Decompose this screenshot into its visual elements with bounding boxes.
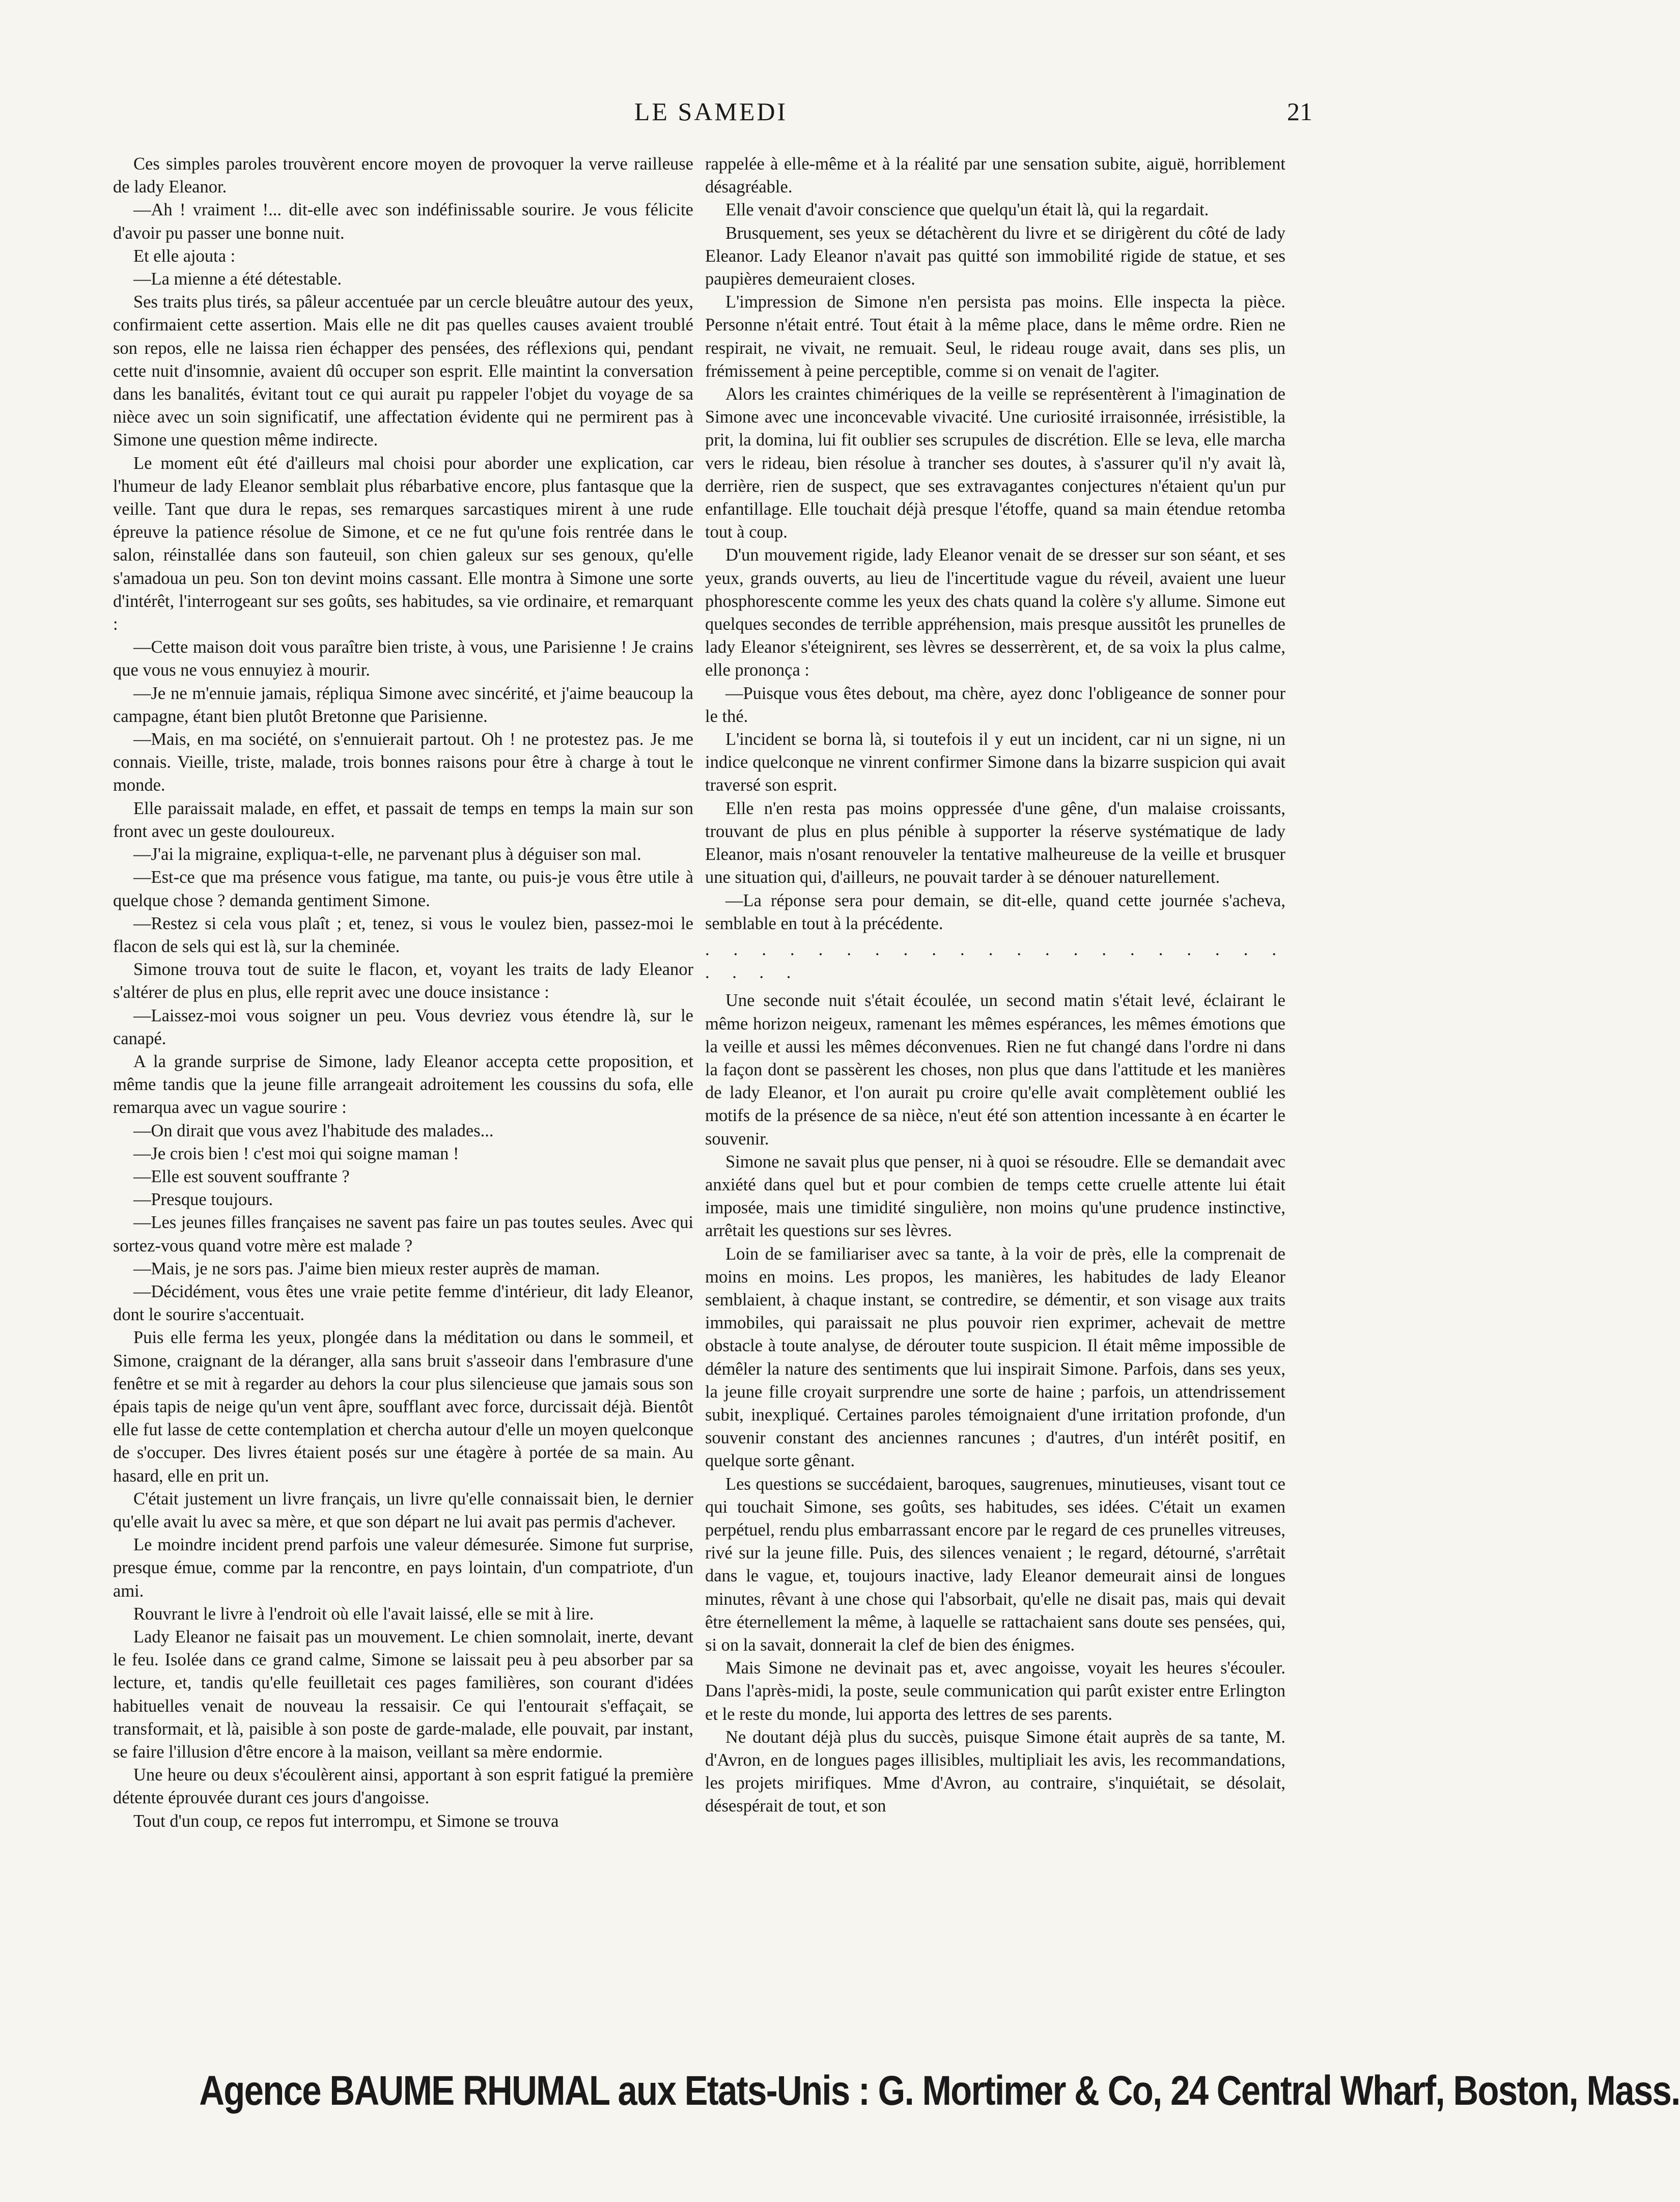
paragraph: —Restez si cela vous plaît ; et, tenez, si vous le voulez bien, passez-moi le flacon de sels qui est là, sur la cheminée. xyxy=(113,913,693,956)
right-column xyxy=(705,153,1285,2037)
section-separator: . . . . . . . . . . . . . . . . . . . . . . . . . xyxy=(705,939,1285,983)
paragraph: —Ah ! vraiment !... dit-elle avec son indéfinissable sourire. Je vous félicite d'avoir pu passer une bonne nuit. xyxy=(113,200,693,243)
paragraph: —Puisque vous êtes debout, ma chère, ayez donc l'obligeance de sonner pour le thé. xyxy=(705,683,1285,726)
paragraph: A la grande surprise de Simone, lady Eleanor accepta cette proposition, et même tandis que la jeune fille arrangeait adroitement les coussins du sofa, elle remarqua avec un vague sourire : xyxy=(113,1051,693,1118)
paragraph: D'un mouvement rigide, lady Eleanor venait de se dresser sur son séant, et ses yeux, grands ouverts, au lieu de l'incertitude vague du réveil, avaient une lueur phosphorescente comme les yeux des chats quand la colère s'y allume. Simone eut quelques secondes de terrible appréhension, mais presque aussitôt les prunelles de lady Eleanor s'éteignirent, ses lèvres se desserrèrent, et, de sa voix la plus calme, elle prononça : xyxy=(705,545,1285,680)
continued-paragraph: rappelée à elle-même et à la réalité par une sensation subite, aiguë, horriblement désagréable. xyxy=(705,154,1285,197)
running-title: LE SAMEDI xyxy=(634,97,788,126)
paragraph: Et elle ajouta : xyxy=(133,246,236,266)
paragraph: Alors les craintes chimériques de la veille se représentèrent à l'imagination de Simone avec une inconcevable vivacité. Une curiosité irraisonnée, irrésistible, la prit, la domina, lui fit oublier ses scrupules de discrétion. Elle se leva, elle marcha vers le rideau, bien résolue à trancher ses doutes, à s'assurer qu'il n'y avait là, derrière, rien de suspect, que ses extravagantes conjectures n'étaient qu'un pur enfantillage. Elle touchait déjà presque l'étoffe, quand sa main étendue retomba tout à coup. xyxy=(705,384,1285,542)
paragraph: Elle venait d'avoir conscience que quelqu'un était là, qui la regardait. xyxy=(725,200,1209,220)
paragraph: Une heure ou deux s'écoulèrent ainsi, apportant à son esprit fatigué la première détente éprouvée durant ces jours d'angoisse. xyxy=(113,1765,693,1808)
paragraph: —Je ne m'ennuie jamais, répliqua Simone avec sincérité, et j'aime beaucoup la campagne, étant bien plutôt Bretonne que Parisienne. xyxy=(113,683,693,726)
paragraph: Le moment eût été d'ailleurs mal choisi pour aborder une explication, car l'humeur de lady Eleanor semblait plus rébarbative encore, plus fantasque que la veille. Tant que dura le repas, ses remarques sarcastiques mirent à une rude épreuve la patience résolue de Simone, et ce ne fut qu'une fois rentrée dans le salon, réinstallée dans son fauteuil, son chien galeux sur ses genoux, qu'elle s'amadoua un peu. Son ton devint moins cassant. Elle montra à Simone une sorte d'intérêt, l'interrogeant sur ses goûts, ses habitudes, sa vie ordinaire, et remarquant : xyxy=(113,453,693,634)
paragraph: Simone trouva tout de suite le flacon, et, voyant les traits de lady Eleanor s'altérer de plus en plus, elle reprit avec une douce insistance : xyxy=(113,960,693,1002)
paragraph: Ces simples paroles trouvèrent encore moyen de provoquer la verve railleuse de lady Eleanor. xyxy=(113,154,693,197)
paragraph: —On dirait que vous avez l'habitude des malades... xyxy=(133,1121,494,1140)
paragraph: —Je crois bien ! c'est moi qui soigne maman ! xyxy=(133,1144,459,1163)
paragraph: Ses traits plus tirés, sa pâleur accentuée par un cercle bleuâtre autour des yeux, confirmaient cette assertion. Mais elle ne dit pas quelles causes avaient troublé son repos, elle ne laissa rien échapper des pensées, des réflexions qui, pendant cette nuit d'insomnie, avaient dû occuper son esprit. Elle maintint la conversation dans les banalités, évitant tout ce qui aurait pu rappeler l'objet du voyage de sa nièce avec un soin significatif, une affectation évidente qui ne permirent pas à Simone une question même indirecte. xyxy=(113,292,693,450)
page-header xyxy=(0,97,1422,132)
page-number: 21 xyxy=(1287,97,1312,126)
paragraph: Les questions se succédaient, baroques, saugrenues, minutieuses, visant tout ce qui touchait Simone, ses goûts, ses habitudes, ses idées. C'était un examen perpétuel, rendu plus embarrassant encore par le regard de ces prunelles vitreuses, rivé sur la jeune fille. Puis, des silences venaient ; le regard, détourné, s'arrêtait dans le vague, et, toujours inactive, lady Eleanor demeurait ainsi de longues minutes, rêvant à une chose qui l'absorbait, qu'elle ne disait pas, mais qui devait être éternellement la même, à laquelle se rattachaient sans doute ses pensées, qui, si on la savait, donnerait la clef de bien des énigmes. xyxy=(705,1474,1285,1655)
right-column-part-two xyxy=(705,989,1285,1818)
paragraph: Elle n'en resta pas moins oppressée d'une gêne, d'un malaise croissants, trouvant de plus en plus pénible à supporter la réserve systématique de lady Eleanor, mais n'osant renouveler la tentative malheureuse de la veille et brusquer une situation qui, d'ailleurs, ne pouvait tarder à se dénouer naturellement. xyxy=(705,798,1285,887)
paragraph: —Mais, en ma société, on s'ennuierait partout. Oh ! ne protestez pas. Je me connais. Vieille, triste, malade, trois bonnes raisons pour être à charge à tout le monde. xyxy=(113,730,693,795)
paragraph: Mais Simone ne devinait pas et, avec angoisse, voyait les heures s'écouler. Dans l'après-midi, la poste, seule communication qui parût exister entre Erlington et le reste du monde, lui apporta des lettres de ses parents. xyxy=(705,1658,1285,1724)
paragraph: —J'ai la migraine, expliqua-t-elle, ne parvenant plus à déguiser son mal. xyxy=(133,845,641,865)
paragraph: Lady Eleanor ne faisait pas un mouvement. Le chien somnolait, inerte, devant le feu. Isolée dans ce grand calme, Simone se laissait peu à peu absorber par sa lecture, et, tandis qu'elle feuilletait ces pages familières, son courant d'idées habituelles venait de nouveau la ressaisir. Ce qui l'entourait s'effaçait, se transformait, et là, paisible à son poste de garde-malade, elle pouvait, par instant, se faire l'illusion d'être encore à la maison, veillant sa mère endormie. xyxy=(113,1627,693,1762)
paragraph: —Mais, je ne sors pas. J'aime bien mieux rester auprès de maman. xyxy=(133,1259,600,1278)
paragraph: —La mienne a été détestable. xyxy=(133,269,342,289)
paragraph: Brusquement, ses yeux se détachèrent du livre et se dirigèrent du côté de lady Eleanor. Lady Eleanor n'avait pas quitté son immobilité rigide de statue, et ses paupières demeuraient closes. xyxy=(705,223,1285,289)
paragraph: —Les jeunes filles françaises ne savent pas faire un pas toutes seules. Avec qui sortez-vous quand votre mère est malade ? xyxy=(113,1213,693,1256)
paragraph: Tout d'un coup, ce repos fut interrompu, et Simone se trouva xyxy=(133,1811,559,1831)
paragraph: C'était justement un livre français, un livre qu'elle connaissait bien, le dernier qu'elle avait lu avec sa mère, et que son départ ne lui avait pas permis d'achever. xyxy=(113,1489,693,1531)
advertisement-banner: Agence BAUME RHUMAL aux Etats-Unis : G. Mortimer & Co, 24 Central Wharf, Boston, Mass. xyxy=(199,2068,1680,2114)
paragraph: —La réponse sera pour demain, se dit-elle, quand cette journée s'acheva, semblable en tout à la précédente. xyxy=(705,890,1285,933)
paragraph: Puis elle ferma les yeux, plongée dans la méditation ou dans le sommeil, et Simone, craignant de la déranger, alla sans bruit s'asseoir dans l'embrasure d'une fenêtre et se mit à regarder au dehors la cour plus silencieuse que jamais sous son épais tapis de neige qu'un vent âpre, soufflant avec force, durcissait déjà. Bientôt elle fut lasse de cette contemplation et chercha autour d'elle un moyen quelconque de s'occuper. Des livres étaient posés sur une étagère à portée de sa main. Au hasard, elle en prit un. xyxy=(113,1328,693,1486)
right-column-part-one xyxy=(705,199,1285,935)
paragraph: —Cette maison doit vous paraître bien triste, à vous, une Parisienne ! Je crains que vous ne vous ennuyiez à mourir. xyxy=(113,637,693,680)
left-column xyxy=(113,153,693,2037)
paragraph: L'impression de Simone n'en persista pas moins. Elle inspecta la pièce. Personne n'était entré. Tout était à la même place, dans le même ordre. Rien ne respirait, ne vivait, ne remuait. Seul, le rideau rouge avait, dans ses plis, un frémissement à peine perceptible, comme si on venait de l'agiter. xyxy=(705,292,1285,381)
paragraph: L'incident se borna là, si toutefois il y eut un incident, car ni un signe, ni un indice quelconque ne vinrent confirmer Simone dans la bizarre suspicion qui avait traversé son esprit. xyxy=(705,730,1285,795)
paragraph: Elle paraissait malade, en effet, et passait de temps en temps la main sur son front avec un geste douloureux. xyxy=(113,798,693,841)
paragraph: —Elle est souvent souffrante ? xyxy=(133,1166,350,1186)
paragraph: Rouvrant le livre à l'endroit où elle l'avait laissé, elle se mit à lire. xyxy=(133,1604,594,1624)
paragraph: Simone ne savait plus que penser, ni à quoi se résoudre. Elle se demandait avec anxiété dans quel but et pour combien de temps cette cruelle attente lui était imposée, mais une timidité singulière, non moins qu'une prudence instinctive, arrêtait les questions sur ses lèvres. xyxy=(705,1152,1285,1241)
paragraph: Le moindre incident prend parfois une valeur démesurée. Simone fut surprise, presque émue, comme par la rencontre, en pays lointain, d'un compatriote, d'un ami. xyxy=(113,1535,693,1601)
paragraph: —Décidément, vous êtes une vraie petite femme d'intérieur, dit lady Eleanor, dont le sourire s'accentuait. xyxy=(113,1281,693,1325)
paragraph: Loin de se familiariser avec sa tante, à la voir de près, elle la comprenait de moins en moins. Les propos, les manières, les habitudes de lady Eleanor semblaient, à chaque instant, se contredire, se démentir, et son visage aux traits immobiles, qui paraissait ne plus pouvoir rien exprimer, achevait de mettre obstacle à toute analyse, de dérouter toute suspicion. Il était même impossible de démêler la nature des sentiments que lui inspirait Simone. Parfois, dans ses yeux, la jeune fille croyait surprendre une sorte de haine ; parfois, un attendrissement subit, inexpliqué. Certaines paroles témoignaient d'une irritation profonde, d'un souvenir constant des anciennes rancunes ; d'autres, d'un intérêt positif, en quelque sorte gênant. xyxy=(705,1244,1285,1471)
paragraph: Ne doutant déjà plus du succès, puisque Simone était auprès de sa tante, M. d'Avron, en de longues pages illisibles, multipliait les avis, les recommandations, les projets mirifiques. Mme d'Avron, au contraire, s'inquiétait, se désolait, désespérait de tout, et son xyxy=(705,1727,1285,1816)
paragraph: —Est-ce que ma présence vous fatigue, ma tante, ou puis-je vous être utile à quelque chose ? demanda gentiment Simone. xyxy=(113,868,693,910)
paragraph: —Laissez-moi vous soigner un peu. Vous devriez vous étendre là, sur le canapé. xyxy=(113,1006,693,1048)
paragraph: Une seconde nuit s'était écoulée, un second matin s'était levé, éclairant le même horizon neigeux, ramenant les mêmes espérances, les mêmes émotions que la veille et aussi les mêmes déconvenues. Rien ne fut changé dans l'ordre ni dans la façon dont se passèrent les choses, non plus que dans l'attitude et les manières de lady Eleanor, et l'on aurait pu croire qu'elle avait complètement oublié les motifs de la présence de sa nièce, n'eut été son attention incessante à en écarter le souvenir. xyxy=(705,991,1285,1149)
paragraph: —Presque toujours. xyxy=(133,1190,273,1210)
